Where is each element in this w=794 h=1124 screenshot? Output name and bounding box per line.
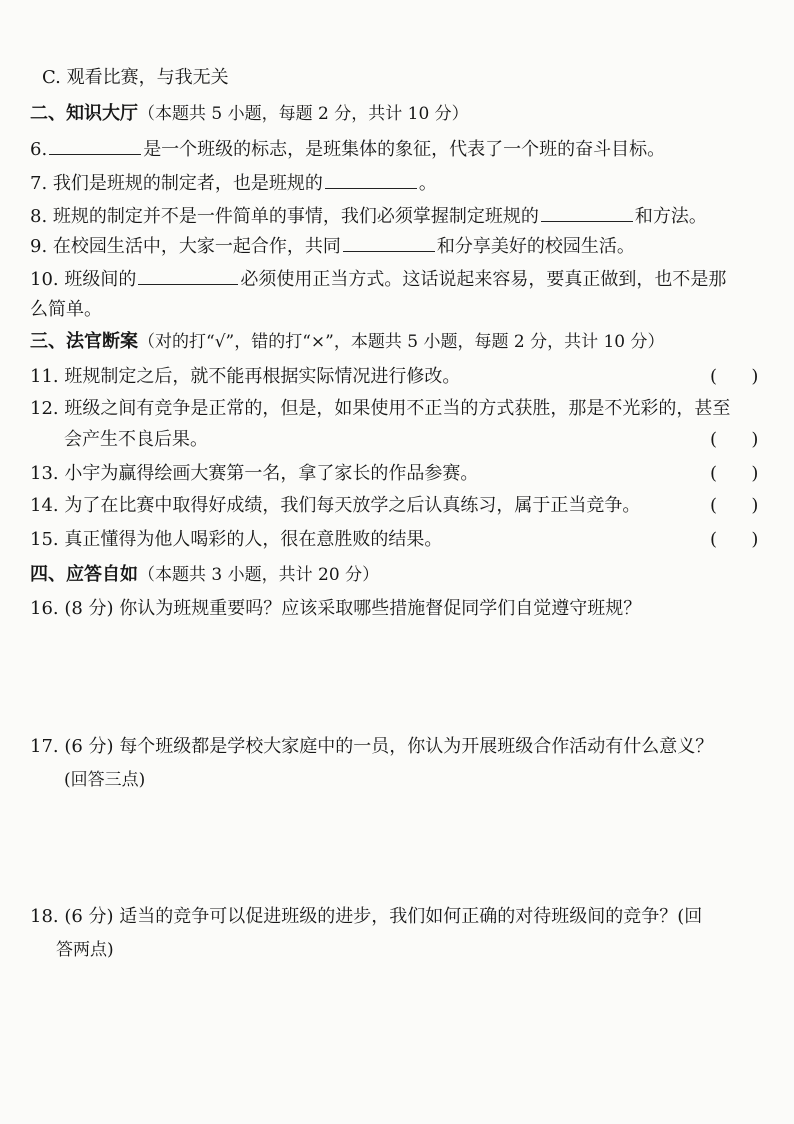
answer-area-18[interactable]: [40, 970, 760, 1110]
question-16: 16. (8 分) 你认为班规重要吗？应该采取哪些措施督促同学们自觉遵守班规？: [30, 598, 642, 619]
answer-paren-15[interactable]: ( ): [710, 529, 759, 550]
question-10: [30, 266, 726, 292]
q8-blank[interactable]: [541, 203, 633, 222]
question-10-line2: 么简单。: [30, 299, 102, 320]
question-8: [30, 203, 707, 229]
section4-note: （本题共 3 小题，共计 20 分）: [138, 565, 380, 585]
question-17: 17. (6 分) 每个班级都是学校大家庭中的一员，你认为开展班级合作活动有什么意义？: [30, 736, 714, 757]
answer-area-16[interactable]: [40, 630, 760, 730]
section2-title: 二、知识大厅: [30, 103, 138, 124]
section2-note: （本题共 5 小题，每题 2 分，共计 10 分）: [138, 104, 469, 124]
question-12: 12. 班级之间有竞争是正常的，但是，如果使用不正当的方式获胜，那是不光彩的，甚至: [30, 398, 731, 419]
answer-paren-11[interactable]: ( ): [710, 366, 759, 387]
q9-after: 和分享美好的校园生活。: [436, 236, 635, 257]
question-17-hint: (回答三点): [64, 770, 146, 790]
q10-after: 必须使用正当方式。这话说起来容易，要真正做到，也不是那: [240, 269, 727, 290]
section4-title: 四、应答自如: [30, 564, 138, 585]
answer-paren-12[interactable]: ( ): [710, 429, 759, 450]
q9-blank[interactable]: [343, 233, 435, 252]
answer-area-17[interactable]: [40, 800, 760, 895]
section3-note: （对的打“√”，错的打“×”，本题共 5 小题，每题 2 分，共计 10 分）: [138, 332, 665, 352]
question-18-hint: 答两点): [56, 940, 114, 960]
q6-text: 是一个班级的标志，是班集体的象征，代表了一个班的奋斗目标。: [143, 139, 666, 160]
q9-text: 9. 在校园生活中，大家一起合作，共同: [30, 236, 341, 257]
q10-text: 10. 班级间的: [30, 269, 137, 290]
question-7: [30, 170, 437, 196]
q7-text: 7. 我们是班规的制定者，也是班规的: [30, 173, 323, 194]
q6-number: 6.: [30, 139, 48, 160]
question-15: 15. 真正懂得为他人喝彩的人，很在意胜败的结果。: [30, 529, 443, 550]
option-c: C. 观看比赛，与我无关: [42, 67, 229, 88]
q6-blank[interactable]: [49, 136, 141, 155]
q8-after: 和方法。: [634, 206, 707, 227]
answer-paren-14[interactable]: ( ): [710, 495, 759, 516]
question-13: 13. 小宇为赢得绘画大赛第一名，拿了家长的作品参赛。: [30, 463, 479, 484]
q10-blank[interactable]: [138, 266, 238, 285]
q7-blank[interactable]: [325, 170, 417, 189]
q8-text: 8. 班规的制定并不是一件简单的事情，我们必须掌握制定班规的: [30, 206, 539, 227]
question-6: [30, 136, 665, 162]
section3-title: 三、法官断案: [30, 331, 138, 352]
q7-after: 。: [418, 173, 437, 194]
section3-heading: [30, 330, 665, 354]
question-11: 11. 班规制定之后，就不能再根据实际情况进行修改。: [30, 366, 461, 387]
question-9: [30, 233, 635, 259]
section4-heading: [30, 563, 379, 587]
question-14: 14. 为了在比赛中取得好成绩，我们每天放学之后认真练习，属于正当竞争。: [30, 495, 641, 516]
answer-paren-13[interactable]: ( ): [710, 463, 759, 484]
question-12-line2: 会产生不良后果。: [64, 429, 208, 450]
question-18: 18. (6 分) 适当的竞争可以促进班级的进步，我们如何正确的对待班级间的竞争？(回: [30, 906, 703, 927]
section2-heading: [30, 102, 469, 126]
